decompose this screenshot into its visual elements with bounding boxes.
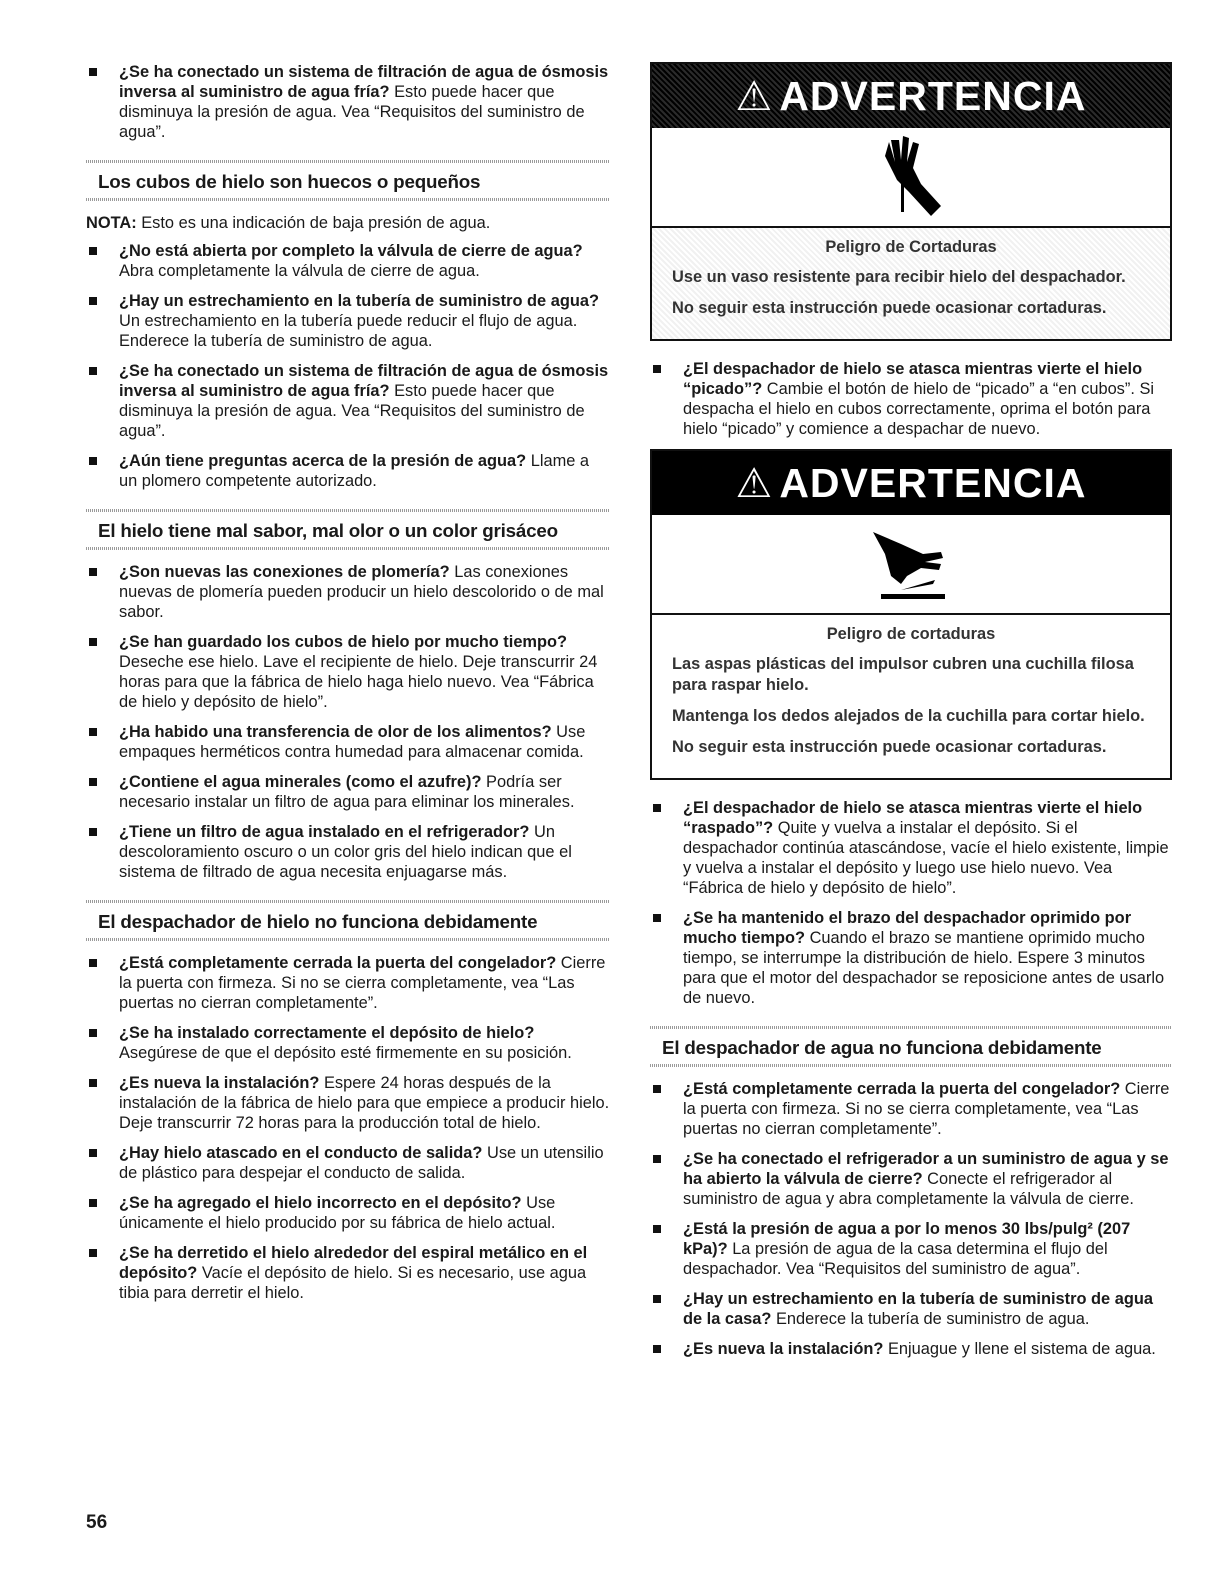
bullet-icon xyxy=(653,365,661,373)
section-rule xyxy=(86,900,610,903)
bullet-icon xyxy=(89,1079,97,1087)
list-item: ¿Se ha instalado correctamente el depósito de hielo? Asegúrese de que el depósito esté firmemente en su posición. xyxy=(86,1023,610,1063)
list-item: ¿Hay hielo atascado en el conducto de salida? Use un utensilio de plástico para despejar el conducto de salida. xyxy=(86,1143,610,1183)
section-title: El hielo tiene mal sabor, mal olor o un color grisáceo xyxy=(98,520,558,541)
list-item: ¿Aún tiene preguntas acerca de la presión de agua? Llame a un plomero competente autorizado. xyxy=(86,451,610,491)
warning-line: No seguir esta instrucción puede ocasionar cortaduras. xyxy=(672,738,1107,756)
bullet-icon xyxy=(89,728,97,736)
bullet-icon xyxy=(89,568,97,576)
bullet-icon xyxy=(89,828,97,836)
warning-line: Use un vaso resistente para recibir hielo del despachador. xyxy=(672,268,1126,286)
list-item: ¿El despachador de hielo se atasca mientras vierte el hielo “raspado”? Quite y vuelva a instalar el depósito. Si el despachador continúa atascándose, vacíe el hielo existente, limpie y vuelva a instalar el depósito y luego use hielo nuevo. Vea “Fábrica de hielo y depósito de hielo”. xyxy=(650,798,1172,898)
warning-box-1 xyxy=(650,62,1172,341)
bullet-icon xyxy=(89,297,97,305)
right-list-b xyxy=(650,798,1172,1008)
list-item: ¿Es nueva la instalación? Espere 24 horas después de la instalación de la fábrica de hielo para que empiece a producir hielo. Deje transcurrir 72 horas para la producción total de hielo. xyxy=(86,1073,610,1133)
warning-line: Mantenga los dedos alejados de la cuchilla para cortar hielo. xyxy=(672,707,1145,725)
bullet-icon xyxy=(89,959,97,967)
list-item: ¿Se ha conectado el refrigerador a un suministro de agua y se ha abierto la válvula de cierre? Conecte el refrigerador al suministro de agua y abra completamente la válvula de cierre. xyxy=(650,1149,1172,1209)
list-item: ¿Es nueva la instalación? Enjuague y llene el sistema de agua. xyxy=(650,1339,1172,1359)
top-list xyxy=(86,62,610,142)
list-item: ¿Se ha conectado un sistema de filtración de agua de ósmosis inversa al suministro de agua fría? Esto puede hacer que disminuya la presión de agua. Vea “Requisitos del suministro de agua”. xyxy=(86,361,610,441)
section-title: El despachador de hielo no funciona debidamente xyxy=(98,911,538,932)
bullet-icon xyxy=(653,804,661,812)
warning-triangle-icon: ⚠ xyxy=(735,460,774,506)
right-column xyxy=(650,62,1172,1369)
section-title: Los cubos de hielo son huecos o pequeños xyxy=(98,171,481,192)
bullet-icon xyxy=(89,638,97,646)
section-rule xyxy=(86,509,610,512)
section-rule xyxy=(86,160,610,163)
list-item: ¿Hay un estrechamiento en la tubería de suministro de agua de la casa? Enderece la tubería de suministro de agua. xyxy=(650,1289,1172,1329)
section-rule xyxy=(650,1026,1172,1029)
list-item: ¿Son nuevas las conexiones de plomería? Las conexiones nuevas de plomería pueden producir un hielo descolorido o de mal sabor. xyxy=(86,562,610,622)
list-item: ¿Se ha mantenido el brazo del despachador oprimido por mucho tiempo? Cuando el brazo se mantiene oprimido mucho tiempo, se interrumpe la distribución de hielo. Espere 3 minutos para que el motor del despachador se reposicione antes de usarlo de nuevo. xyxy=(650,908,1172,1008)
bullet-icon xyxy=(653,1345,661,1353)
bullet-icon xyxy=(653,1295,661,1303)
section-rule xyxy=(86,938,610,941)
warning-banner: ⚠ ADVERTENCIA xyxy=(652,64,1170,128)
list-item: ¿Se ha conectado un sistema de filtración de agua de ósmosis inversa al suministro de agua fría? Esto puede hacer que disminuya la presión de agua. Vea “Requisitos del suministro de agua”. xyxy=(86,62,610,142)
list-item: ¿Se han guardado los cubos de hielo por mucho tiempo? Deseche ese hielo. Lave el recipiente de hielo. Deje transcurrir 24 horas para que la fábrica de hielo haga hielo nuevo. Vea “Fábrica de hielo y depósito de hielo”. xyxy=(86,632,610,712)
list-item: ¿Tiene un filtro de agua instalado en el refrigerador? Un descoloramiento oscuro o un color gris del hielo indican que el sistema de filtrado de agua necesita enjuagarse más. xyxy=(86,822,610,882)
warning-title: Peligro de cortaduras xyxy=(826,625,996,643)
blade-hand-icon xyxy=(861,524,961,604)
warning-line: Las aspas plásticas del impulsor cubren una cuchilla filosa para raspar hielo. xyxy=(672,655,1134,694)
bullet-icon xyxy=(89,68,97,76)
bullet-icon xyxy=(89,1149,97,1157)
page-number: 56 xyxy=(86,1512,108,1533)
warning-text xyxy=(652,615,1170,778)
section1-list xyxy=(86,241,610,491)
bullet-icon xyxy=(89,367,97,375)
bullet-icon xyxy=(653,1225,661,1233)
bullet-icon xyxy=(89,457,97,465)
hand-cut-pictogram xyxy=(652,128,1170,228)
list-item: ¿Se ha agregado el hielo incorrecto en el depósito? Use únicamente el hielo producido por su fábrica de hielo actual. xyxy=(86,1193,610,1233)
list-item: ¿El despachador de hielo se atasca mientras vierte el hielo “picado”? Cambie el botón de hielo de “picado” a “en cubos”. Si despacha el hielo en cubos correctamente, oprima el botón para hielo “picado” y comience a despachar de nuevo. xyxy=(650,359,1172,439)
section2-list xyxy=(86,562,610,882)
left-column xyxy=(86,62,610,1313)
note: NOTA: Esto es una indicación de baja presión de agua. xyxy=(86,214,491,232)
section4-list xyxy=(650,1079,1172,1359)
warning-line: No seguir esta instrucción puede ocasionar cortaduras. xyxy=(672,299,1107,317)
bullet-icon xyxy=(653,914,661,922)
list-item: ¿No está abierta por completo la válvula de cierre de agua? Abra completamente la válvula de cierre de agua. xyxy=(86,241,610,281)
bullet-icon xyxy=(89,1249,97,1257)
warning-box-2 xyxy=(650,449,1172,780)
bullet-icon xyxy=(89,778,97,786)
section-heading xyxy=(86,900,610,941)
list-item: ¿Está completamente cerrada la puerta del congelador? Cierre la puerta con firmeza. Si no se cierra completamente, vea “Las puertas no cierran completamente”. xyxy=(86,953,610,1013)
warning-triangle-icon: ⚠ xyxy=(735,73,774,119)
blade-hand-pictogram xyxy=(652,515,1170,615)
list-item: ¿Está la presión de agua a por lo menos 30 lbs/pulg² (207 kPa)? La presión de agua de la casa determina el flujo del despachador. Vea “Requisitos del suministro de agua”. xyxy=(650,1219,1172,1279)
section-rule xyxy=(86,547,610,550)
section-heading xyxy=(86,509,610,550)
warning-title: Peligro de Cortaduras xyxy=(825,238,997,256)
section-rule xyxy=(650,1064,1172,1067)
bullet-icon xyxy=(89,1199,97,1207)
section-title: El despachador de agua no funciona debidamente xyxy=(662,1037,1102,1058)
right-list-a xyxy=(650,359,1172,439)
bullet-icon xyxy=(653,1085,661,1093)
list-item: ¿Se ha derretido el hielo alrededor del espiral metálico en el depósito? Vacíe el depósito de hielo. Si es necesario, use agua tibia para derretir el hielo. xyxy=(86,1243,610,1303)
bullet-icon xyxy=(653,1155,661,1163)
list-item: ¿Ha habido una transferencia de olor de los alimentos? Use empaques herméticos contra humedad para almacenar comida. xyxy=(86,722,610,762)
section3-list xyxy=(86,953,610,1303)
list-item: ¿Hay un estrechamiento en la tubería de suministro de agua? Un estrechamiento en la tubería puede reducir el flujo de agua. Enderece la tubería de suministro de agua. xyxy=(86,291,610,351)
section-rule xyxy=(86,198,610,201)
bullet-icon xyxy=(89,1029,97,1037)
section-heading xyxy=(650,1026,1172,1067)
cut-hand-icon xyxy=(871,132,951,222)
bullet-icon xyxy=(89,247,97,255)
list-item: ¿Contiene el agua minerales (como el azufre)? Podría ser necesario instalar un filtro de agua para eliminar los minerales. xyxy=(86,772,610,812)
section-heading xyxy=(86,160,610,201)
warning-banner: ⚠ ADVERTENCIA xyxy=(652,451,1170,515)
list-item: ¿Está completamente cerrada la puerta del congelador? Cierre la puerta con firmeza. Si no se cierra completamente, vea “Las puertas no cierran completamente”. xyxy=(650,1079,1172,1139)
warning-text xyxy=(652,228,1170,339)
